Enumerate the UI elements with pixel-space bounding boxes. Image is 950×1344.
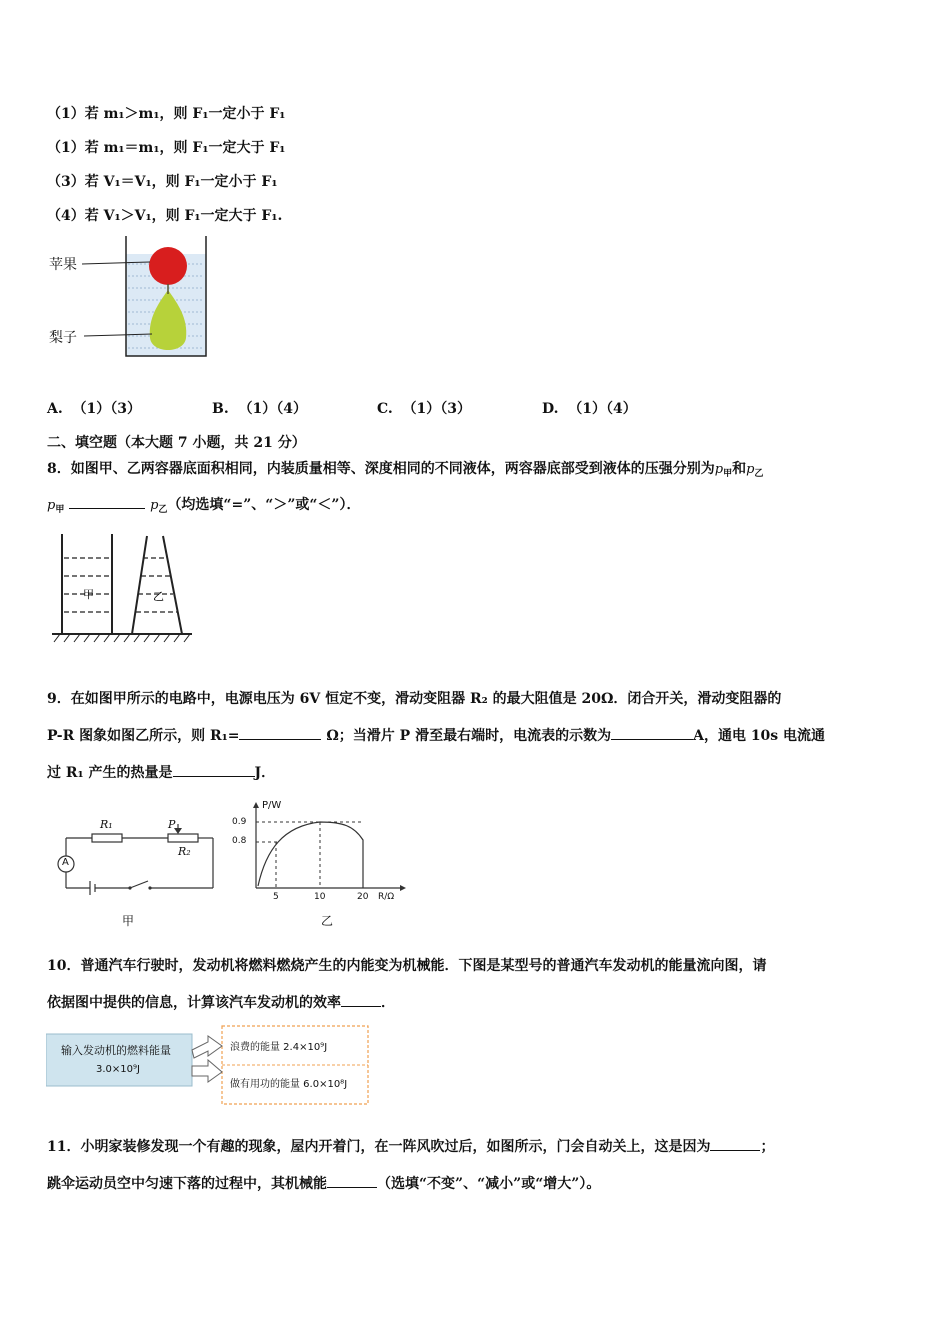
svg-text:乙: 乙 xyxy=(153,590,164,603)
useful-energy: 做有用功的能量 6.0×10⁸J xyxy=(230,1079,348,1090)
section-heading: 二、填空题（本大题 7 小题，共 21 分） xyxy=(47,435,306,451)
q11-line2: 跳伞运动员空中匀速下落的过程中，其机械能 （选填“不变”、“减小”或“增大”）。 xyxy=(47,1176,601,1192)
item-3: （3）若 V₁＝V₁，则 F₁一定小于 F₁ xyxy=(47,174,278,190)
apple-pear-figure xyxy=(44,234,214,362)
q9-blank-heat[interactable] xyxy=(173,764,255,777)
option-b[interactable]: B. （1）（4） xyxy=(212,401,307,417)
q10-line2: 依据图中提供的信息，计算该汽车发动机的效率 ． xyxy=(47,995,395,1011)
option-a[interactable]: A. （1）（3） xyxy=(47,401,141,417)
item-4: （4）若 V₁＞V₁，则 F₁一定大于 F₁. xyxy=(47,208,283,224)
r2-label: R₂ xyxy=(178,845,191,858)
q9-line1: 9．在如图甲所示的电路中，电源电压为 6V 恒定不变，滑动变阻器 R₂ 的最大阻值是 20Ω．闭合开关，滑动变阻器的 xyxy=(47,691,782,707)
svg-text:甲: 甲 xyxy=(83,588,94,601)
ammeter-label: A xyxy=(62,857,69,868)
circuit-diagram xyxy=(50,818,220,930)
tick-10: 10 xyxy=(314,892,326,902)
option-c[interactable]: C. （1）（3） xyxy=(377,401,472,417)
q11-blank-reason[interactable] xyxy=(710,1138,760,1151)
q8-blank[interactable] xyxy=(69,496,145,509)
q8-line1: 8．如图甲、乙两容器底面积相同，内装质量相等、深度相同的不同液体，两容器底部受到液体的压强分别为$p_甲$和$p_乙$ xyxy=(47,461,764,479)
tick-08: 0.8 xyxy=(232,836,247,846)
graph-y-label: P/W xyxy=(262,800,282,811)
pr-graph xyxy=(228,800,418,930)
q8-line2: $p_甲$ $p_乙$（均选填“=”、“＞”或“＜”）． xyxy=(47,497,361,515)
q9-line3: 过 R₁ 产生的热量是 J． xyxy=(47,765,276,781)
apple-label: 苹果 xyxy=(49,257,77,273)
tick-09: 0.9 xyxy=(232,817,247,827)
q9-blank-current[interactable] xyxy=(611,727,693,740)
graph-x-label: R/Ω xyxy=(378,892,395,902)
containers-figure xyxy=(50,530,195,652)
input-energy-value: 3.0×10⁹J xyxy=(96,1064,140,1075)
q11-blank-energy[interactable] xyxy=(327,1175,377,1188)
q10-line1: 10．普通汽车行驶时，发动机将燃料燃烧产生的内能变为机械能．下图是某型号的普通汽车发动机的能量流向图，请 xyxy=(47,958,767,974)
item-1: （1）若 m₁＞m₁，则 F₁一定小于 F₁ xyxy=(47,106,286,122)
circuit-caption: 甲 xyxy=(122,914,135,928)
input-energy-title: 输入发动机的燃料能量 xyxy=(61,1044,171,1057)
q10-blank[interactable] xyxy=(341,994,381,1007)
tick-5: 5 xyxy=(273,892,279,902)
energy-flow-diagram xyxy=(46,1024,372,1106)
p-label: P xyxy=(168,818,176,831)
item-2: （1）若 m₁＝m₁，则 F₁一定大于 F₁ xyxy=(47,140,286,156)
r1-label: R₁ xyxy=(100,818,113,831)
q9-line2: P-R 图象如图乙所示，则 R₁= Ω；当滑片 P 滑至最右端时，电流表的示数为 A，通电 10s 电流通 xyxy=(47,728,826,744)
tick-20: 20 xyxy=(357,892,369,902)
wasted-energy: 浪费的能量 2.4×10⁹J xyxy=(230,1042,328,1053)
q9-blank-r1[interactable] xyxy=(239,727,321,740)
graph-caption: 乙 xyxy=(321,914,334,928)
q11-line1: 11．小明家装修发现一个有趣的现象，屋内开着门，在一阵风吹过后，如图所示，门会自动关上，这是因为 ； xyxy=(47,1139,775,1155)
option-d[interactable]: D. （1）（4） xyxy=(542,401,637,417)
pear-label: 梨子 xyxy=(49,330,77,346)
